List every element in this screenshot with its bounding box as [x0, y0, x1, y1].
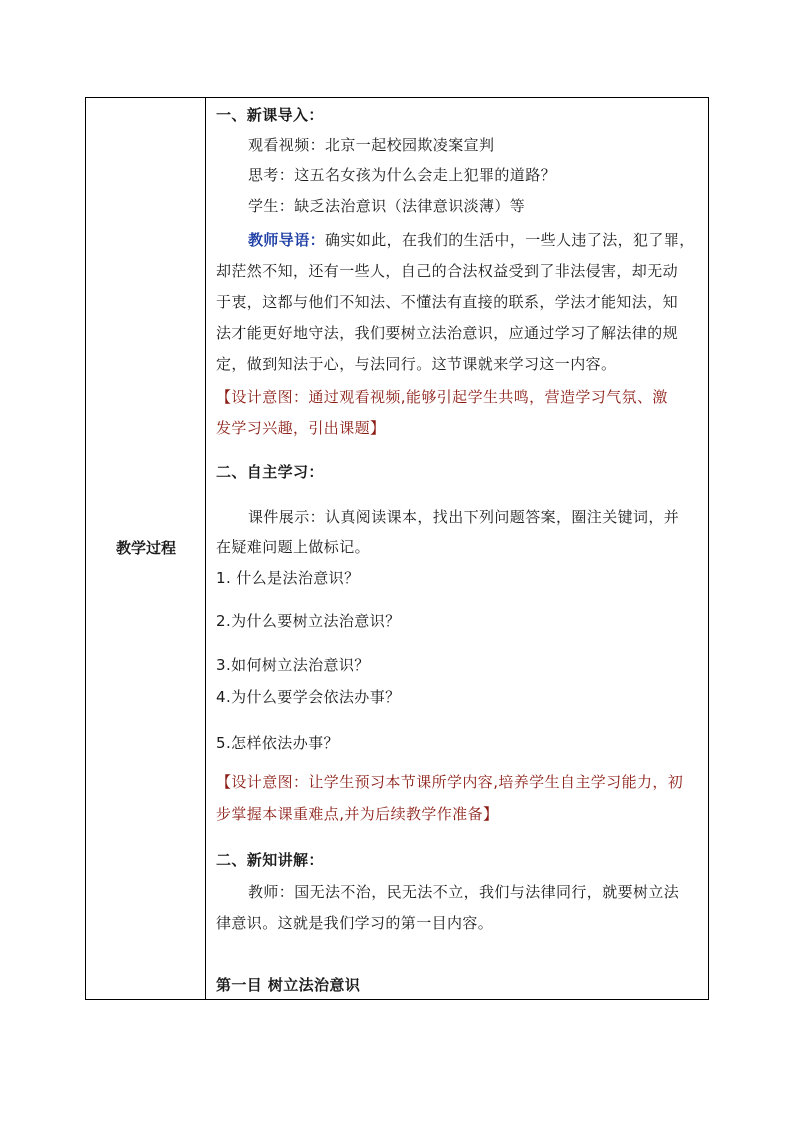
teacher-lead-line-4: 法才能更好地守法，我们要树立法治意识，应通过学习了解法律的规	[216, 324, 679, 342]
question-item: 5.怎样依法办事？	[216, 734, 339, 752]
new-knowledge-line-2: 律意识。这就是我们学习的第一目内容。	[216, 914, 494, 932]
question-item: 3.如何树立法治意识？	[216, 656, 370, 674]
video-line: 观看视频：北京一起校园欺凌案宣判	[248, 136, 495, 154]
lesson-table	[85, 97, 709, 1000]
question-item: 4.为什么要学会依法办事？	[216, 688, 401, 706]
think-line: 思考：这五名女孩为什么会走上犯罪的道路？	[248, 166, 557, 184]
teacher-lead-line-3: 于衷，这都与他们不知法、不懂法有直接的联系，学法才能知法，知	[216, 293, 679, 311]
design-intent-1-line-2: 发学习兴趣，引出课题】	[216, 419, 386, 437]
teacher-lead-line-5: 定，做到知法于心，与法同行。这节课就来学习这一内容。	[216, 355, 617, 373]
design-intent-2-line-1: 【设计意图：让学生预习本节课所学内容,培养学生自主学习能力，初	[216, 773, 684, 791]
row-label: 教学过程	[115, 539, 176, 557]
new-knowledge-line-1: 教师：国无法不治，民无法不立，我们与法律同行，就要树立法	[248, 883, 680, 901]
section1-heading: 一、新课导入：	[216, 106, 324, 124]
question-item: 1. 什么是法治意识？	[216, 569, 360, 587]
section3-heading: 二、新知讲解：	[216, 851, 324, 869]
self-study-intro-line-2: 在疑难问题上做标记。	[216, 538, 371, 556]
teacher-lead-label: 教师导语：	[248, 231, 326, 249]
teacher-lead-line	[248, 230, 700, 250]
design-intent-2-line-2: 步掌握本课重难点,并为后续教学作准备】	[216, 805, 499, 823]
question-item: 2.为什么要树立法治意识？	[216, 612, 401, 630]
section2-heading: 二、自主学习：	[216, 463, 324, 481]
content-cell	[206, 98, 708, 999]
student-line: 学生：缺乏法治意识（法律意识淡薄）等	[248, 197, 526, 215]
teacher-lead-line-2: 却茫然不知，还有一些人，自己的合法权益受到了非法侵害，却无动	[216, 262, 679, 280]
self-study-intro-line-1: 课件展示：认真阅读课本，找出下列问题答案，圈注关键词，并	[248, 508, 680, 526]
teacher-lead-text: 确实如此，在我们的生活中，一些人违了法，犯了罪，	[325, 231, 695, 249]
subsection-heading: 第一目 树立法治意识	[216, 976, 361, 994]
design-intent-1-line-1: 【设计意图：通过观看视频,能够引起学生共鸣，营造学习气氛、激	[216, 388, 668, 406]
row-label-cell	[86, 98, 206, 999]
